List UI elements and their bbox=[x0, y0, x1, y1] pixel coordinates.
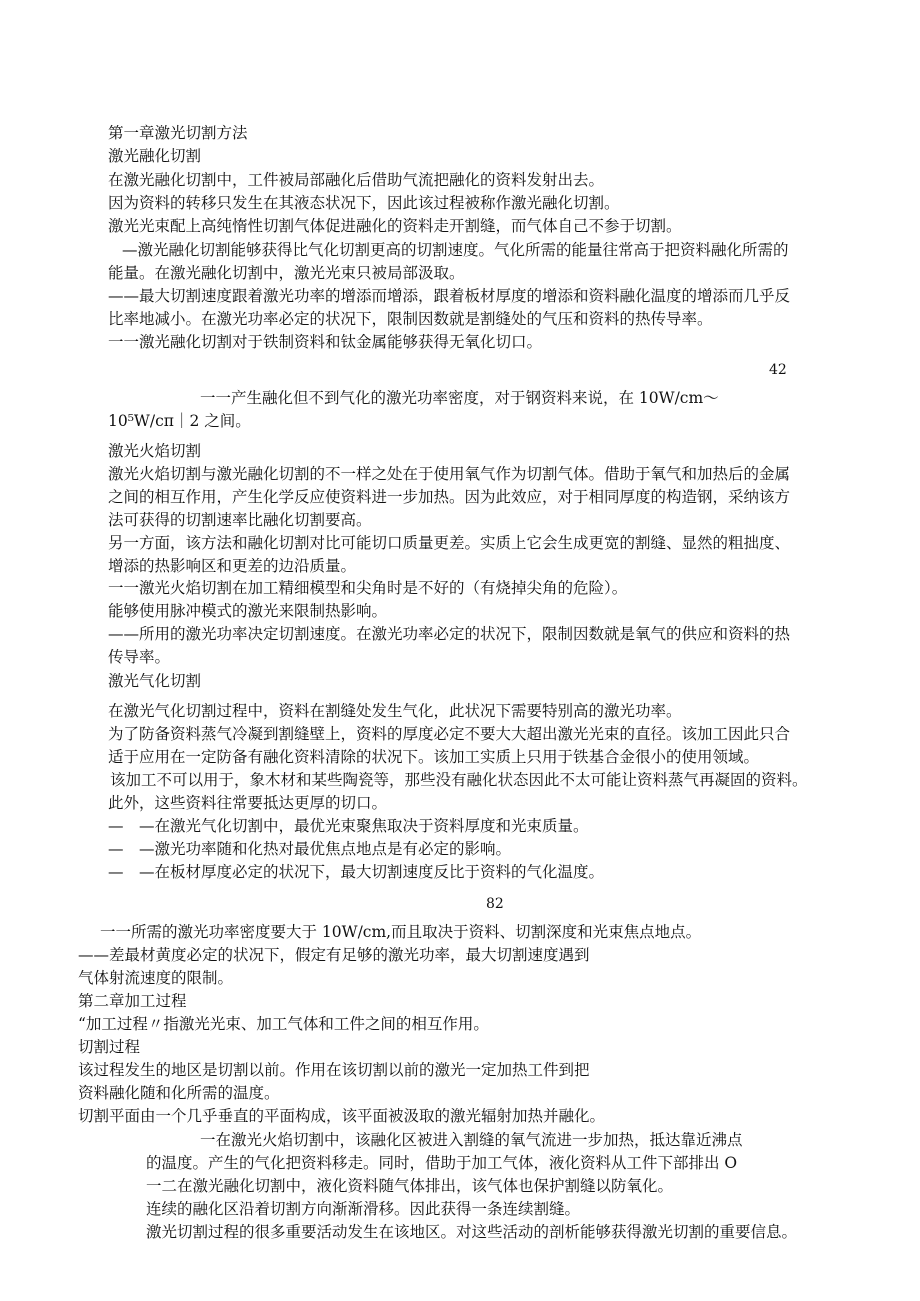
section-heading-fusion-cutting: 激光融化切割 bbox=[108, 147, 202, 165]
paragraph-line: 在激光融化切割中，工件被局部融化后借助气流把融化的资料发射出去。 bbox=[108, 171, 605, 189]
paragraph-line: 一在激光火焰切割中，该融化区被进入割缝的氧气流进一步加热，抵达靠近沸点 bbox=[200, 1131, 743, 1149]
paragraph-line: ——所用的激光功率决定切割速度。在激光功率必定的状况下，限制因数就是氧气的供应和资料的热 bbox=[108, 625, 791, 643]
paragraph-line: “加工过程〃指激光光束、加工气体和工件之间的相互作用。 bbox=[78, 1015, 489, 1033]
section-heading-cutting-process: 切割过程 bbox=[78, 1038, 141, 1056]
paragraph-line: 一一所需的激光功率密度要大于 10W/cm,而且取决于资料、切割深度和光束焦点地点。 bbox=[100, 923, 702, 941]
paragraph-line: 能量。在激光融化切割中，激光光束只被局部汲取。 bbox=[108, 264, 465, 282]
paragraph-line: 比率地减小。在激光功率必定的状况下，限制因数就是割缝处的气压和资料的热传导率。 bbox=[108, 310, 713, 328]
paragraph-line: 一一激光融化切割对于铁制资料和钛金属能够获得无氧化切口。 bbox=[108, 333, 543, 351]
paragraph-line: 激光火焰切割与激光融化切割的不一样之处在于使用氧气作为切割气体。借助于氧气和加热后的金属 bbox=[108, 465, 791, 483]
section-heading-vaporization-cutting: 激光气化切割 bbox=[108, 672, 202, 690]
paragraph-line: 气体射流速度的限制。 bbox=[78, 969, 234, 987]
paragraph-line: 因为资料的转移只发生在其液态状况下，因此该过程被称作激光融化切割。 bbox=[108, 194, 620, 212]
page-number: 82 bbox=[486, 896, 504, 912]
paragraph-line: 一二在激光融化切割中，液化资料随气体排出，该气体也保护割缝以防氧化。 bbox=[146, 1177, 674, 1195]
paragraph-line: —激光融化切割能够获得比气化切割更高的切割速度。气化所需的能量往常高于把资料融化所需的 bbox=[122, 241, 789, 259]
paragraph-line: 切割平面由一个几乎垂直的平面构成，该平面被汲取的激光辐射加热并融化。 bbox=[78, 1107, 606, 1125]
paragraph-line: 连续的融化区沿着切割方向渐渐滑移。因此获得一条连续割缝。 bbox=[146, 1200, 581, 1218]
chapter-1-heading: 第一章激光切割方法 bbox=[108, 124, 248, 142]
paragraph-line: — —在激光气化切割中，最优光束聚焦取决于资料厚度和光束质量。 bbox=[108, 817, 589, 835]
paragraph-line: 10⁵W/cπ｜2 之间。 bbox=[108, 412, 251, 430]
paragraph-line: 此外，这些资料往常要抵达更厚的切口。 bbox=[108, 794, 388, 812]
paragraph-line: 的温度。产生的气化把资料移走。同时，借助于加工气体，液化资料从工件下部排出 O bbox=[146, 1154, 738, 1172]
paragraph-line: 资料融化随和化所需的温度。 bbox=[78, 1084, 280, 1102]
paragraph-line: 增添的热影响区和更差的边沿质量。 bbox=[108, 557, 357, 575]
paragraph-line: 激光光束配上高纯惰性切割气体促进融化的资料走开割缝，而气体自己不参于切割。 bbox=[108, 217, 682, 235]
paragraph-line: 一一激光火焰切割在加工精细模型和尖角时是不好的（有烧掉尖角的危险）。 bbox=[108, 579, 628, 597]
section-heading-flame-cutting: 激光火焰切割 bbox=[108, 442, 202, 460]
paragraph-line: 一一产生融化但不到气化的激光功率密度，对于钢资料来说，在 10W/cm～ bbox=[200, 389, 719, 407]
paragraph-line: 能够使用脉冲模式的激光来限制热影响。 bbox=[108, 602, 388, 620]
paragraph-line: 为了防备资料蒸气冷凝到割缝壁上，资料的厚度必定不要大大超出激光光束的直径。该加工因此只合 bbox=[108, 725, 791, 743]
chapter-2-heading: 第二章加工过程 bbox=[78, 992, 187, 1010]
paragraph-line: 该过程发生的地区是切割以前。作用在该切割以前的激光一定加热工件到把 bbox=[78, 1061, 590, 1079]
paragraph-line: — —激光功率随和化热对最优焦点地点是有必定的影响。 bbox=[108, 840, 512, 858]
paragraph-line: ——差最材黄度必定的状况下，假定有足够的激光功率，最大切割速度遇到 bbox=[78, 946, 590, 964]
paragraph-line: 另一方面，该方法和融化切割对比可能切口质量更差。实质上它会生成更宽的割缝、显然的粗拙度、 bbox=[108, 534, 791, 552]
paragraph-line: 适于应用在一定防备有融化资料清除的状况下。该加工实质上只用于铁基合金很小的使用领域。 bbox=[108, 748, 760, 766]
paragraph-line: — —在板材厚度必定的状况下，最大切割速度反比于资料的气化温度。 bbox=[108, 863, 605, 881]
paragraph-line: 该加工不可以用于，象木材和某些陶瓷等，那些没有融化状态因此不太可能让资料蒸气再凝固的资料。 bbox=[110, 771, 808, 789]
paragraph-line: 激光切割过程的很多重要活动发生在该地区。对这些活动的剖析能够获得激光切割的重要信息。 bbox=[146, 1223, 798, 1241]
paragraph-line: 法可获得的切割速率比融化切割要高。 bbox=[108, 511, 372, 529]
paragraph-line: 传导率。 bbox=[108, 648, 171, 666]
paragraph-line: 在激光气化切割过程中，资料在割缝处发生气化，此状况下需要特别高的激光功率。 bbox=[108, 702, 682, 720]
paragraph-line: ——最大切割速度跟着激光功率的增添而增添，跟着板材厚度的增添和资料融化温度的增添而几乎反 bbox=[108, 287, 791, 305]
paragraph-line: 之间的相互作用，产生化学反应使资料进一步加热。因为此效应，对于相同厚度的构造钢，采纳该方 bbox=[108, 488, 791, 506]
page-number: 42 bbox=[769, 362, 787, 378]
